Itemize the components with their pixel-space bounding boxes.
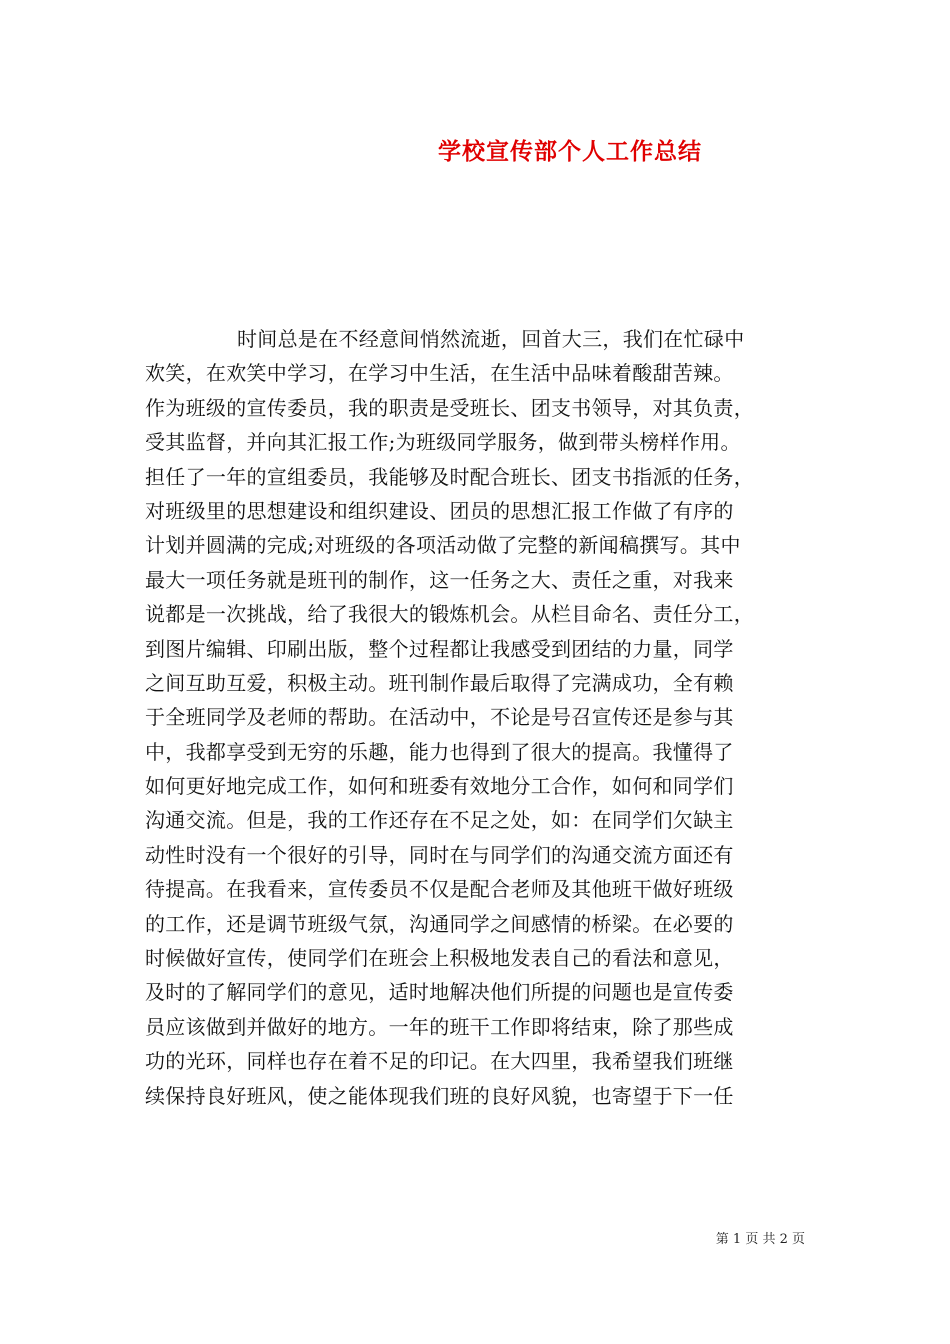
paragraph-line: 受其监督，并向其汇报工作;为班级同学服务，做到带头榜样作用。 <box>145 430 741 455</box>
paragraph-line: 的工作，还是调节班级气氛，沟通同学之间感情的桥梁。在必要的 <box>145 911 734 936</box>
paragraph-line: 续保持良好班风，使之能体现我们班的良好风貌，也寄望于下一任 <box>145 1083 734 1108</box>
paragraph-line: 担任了一年的宣组委员，我能够及时配合班长、团支书指派的任务， <box>145 464 754 489</box>
document-body <box>145 322 815 1113</box>
paragraph-line: 时候做好宣传，使同学们在班会上积极地发表自己的看法和意见， <box>145 946 734 971</box>
paragraph-line: 功的光环，同样也存在着不足的印记。在大四里，我希望我们班继 <box>145 1049 734 1074</box>
paragraph-line: 作为班级的宣传委员，我的职责是受班长、团支书领导，对其负责， <box>145 395 754 420</box>
paragraph-line: 说都是一次挑战，给了我很大的锻炼机会。从栏目命名、责任分工， <box>145 602 754 627</box>
paragraph-line: 沟通交流。但是，我的工作还存在不足之处，如：在同学们欠缺主 <box>145 808 734 833</box>
paragraph-line: 到图片编辑、印刷出版，整个过程都让我感受到团结的力量，同学 <box>145 636 734 661</box>
paragraph-line: 中，我都享受到无穷的乐趣，能力也得到了很大的提高。我懂得了 <box>145 739 734 764</box>
paragraph-line: 如何更好地完成工作，如何和班委有效地分工合作，如何和同学们 <box>145 774 734 799</box>
document-title: 学校宣传部个人工作总结 <box>438 138 702 165</box>
paragraph-line: 最大一项任务就是班刊的制作，这一任务之大、责任之重，对我来 <box>145 567 734 592</box>
paragraph-line: 及时的了解同学们的意见，适时地解决他们所提的问题也是宣传委 <box>145 980 734 1005</box>
paragraph-line: 动性时没有一个很好的引导，同时在与同学们的沟通交流方面还有 <box>145 842 734 867</box>
paragraph-line: 计划并圆满的完成;对班级的各项活动做了完整的新闻稿撰写。其中 <box>145 533 741 558</box>
paragraph-line: 于全班同学及老师的帮助。在活动中，不论是号召宣传还是参与其 <box>145 705 734 730</box>
paragraph-line: 员应该做到并做好的地方。一年的班干工作即将结束，除了那些成 <box>145 1014 734 1039</box>
paragraph-line: 待提高。在我看来，宣传委员不仅是配合老师及其他班干做好班级 <box>145 877 734 902</box>
paragraph-line: 对班级里的思想建设和组织建设、团员的思想汇报工作做了有序的 <box>145 498 734 523</box>
paragraph-line: 之间互助互爱，积极主动。班刊制作最后取得了完满成功，全有赖 <box>145 670 734 695</box>
paragraph-line: 欢笑，在欢笑中学习，在学习中生活，在生活中品味着酸甜苦辣。 <box>145 361 734 386</box>
page-footer: 第 1 页 共 2 页 <box>715 1232 805 1247</box>
paragraph-line: 时间总是在不经意间悄然流逝，回首大三，我们在忙碌中 <box>237 327 745 351</box>
